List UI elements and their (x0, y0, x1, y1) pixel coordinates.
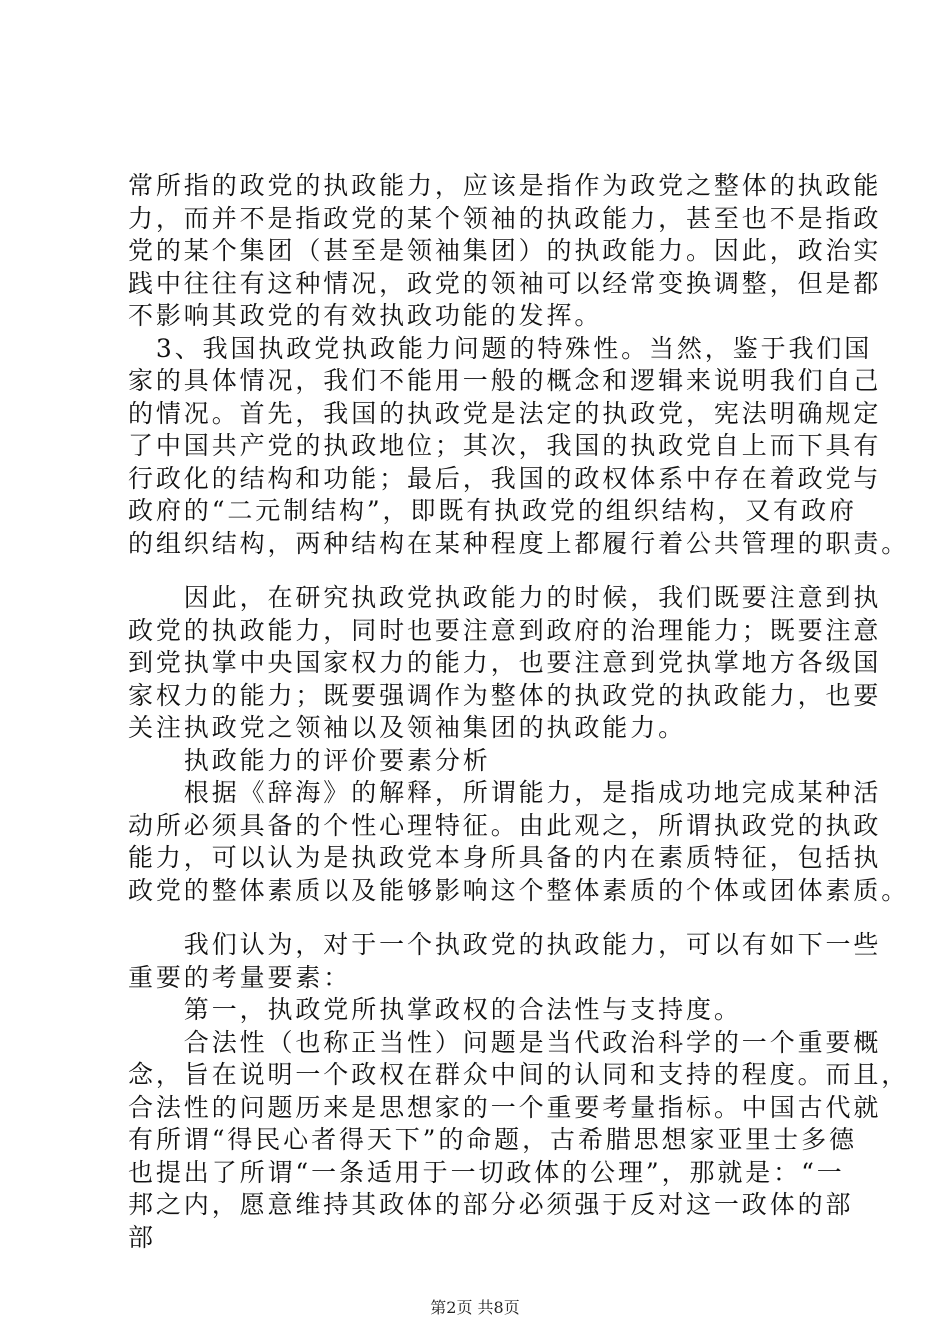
text-line: 合法性的问题历来是思想家的一个重要考量指标。中国古代就 (128, 1092, 882, 1122)
text-line: 到党执掌中央国家权力的能力，也要注意到党执掌地方各级国 (128, 648, 882, 677)
text-line: 家权力的能力；既要强调作为整体的执政党的执政能力，也要 (128, 680, 882, 710)
text-line: 第一，执政党所执掌政权的合法性与支持度。 (128, 995, 742, 1024)
text-line: 政党的整体素质以及能够影响这个整体素质的个体或团体素质。 (128, 875, 910, 905)
text-line: 力，而并不是指政党的某个领袖的执政能力，甚至也不是指政 (128, 203, 882, 233)
paragraph-gap (128, 560, 848, 582)
text-line: 3、我国执政党执政能力问题的特殊性。当然，鉴于我们国 (128, 333, 873, 363)
text-line: 不影响其政党的有效执政功能的发挥。 (128, 301, 603, 330)
text-line: 重要的考量要素： (128, 962, 352, 992)
text-line: 根据《辞海》的解释，所谓能力，是指成功地完成某种活 (128, 778, 882, 807)
text-line: 的情况。首先，我国的执政党是法定的执政党，宪法明确规定 (128, 398, 882, 428)
paragraph-group-c (128, 929, 910, 1254)
text-line: 执政能力的评价要素分析 (128, 745, 491, 775)
paragraph-group-b (128, 582, 910, 907)
text-line: 政府的“二元制结构”，即既有执政党的组织结构，又有政府 (128, 496, 857, 525)
body-text (128, 170, 910, 1254)
text-line: 因此，在研究执政党执政能力的时候，我们既要注意到执 (128, 583, 882, 612)
text-line: 政党的执政能力，同时也要注意到政府的治理能力；既要注意 (128, 615, 882, 645)
paragraph-gap (128, 907, 848, 929)
text-line: 动所必须具备的个性心理特征。由此观之，所谓执政党的执政 (128, 810, 882, 840)
text-line: 的组织结构，两种结构在某种程度上都履行着公共管理的职责。 (128, 528, 910, 558)
text-line: 行政化的结构和功能；最后，我国的政权体系中存在着政党与 (128, 463, 882, 493)
paragraph-group-a (128, 170, 910, 560)
text-line: 我们认为，对于一个执政党的执政能力，可以有如下一些 (128, 930, 882, 959)
text-line: 常所指的政党的执政能力，应该是指作为政党之整体的执政能 (128, 171, 882, 200)
page-footer: 第2页 共8页 (430, 1298, 520, 1317)
text-line: 邦之内，愿意维持其政体的部分必须强于反对这一政体的部 (128, 1190, 854, 1219)
text-line: 也提出了所谓“一条适用于一切政体的公理”，那就是：“一 (128, 1157, 845, 1187)
text-line: 能力，可以认为是执政党本身所具备的内在素质特征，包括执 (128, 843, 882, 872)
text-line: 家的具体情况，我们不能用一般的概念和逻辑来说明我们自己 (128, 366, 882, 395)
text-line: 了中国共产党的执政地位；其次，我国的执政党自上而下具有 (128, 431, 882, 460)
text-line: 关注执政党之领袖以及领袖集团的执政能力。 (128, 713, 687, 742)
text-line: 念，旨在说明一个政权在群众中间的认同和支持的程度。而且， (128, 1060, 910, 1089)
text-line: 有所谓“得民心者得天下”的命题，古希腊思想家亚里士多德 (128, 1125, 857, 1154)
text-line: 党的某个集团（甚至是领袖集团）的执政能力。因此，政治实 (128, 236, 882, 265)
text-line: 部 (128, 1222, 156, 1252)
text-line: 合法性（也称正当性）问题是当代政治科学的一个重要概 (128, 1027, 882, 1057)
text-line: 践中往往有这种情况，政党的领袖可以经常变换调整，但是都 (128, 268, 882, 298)
